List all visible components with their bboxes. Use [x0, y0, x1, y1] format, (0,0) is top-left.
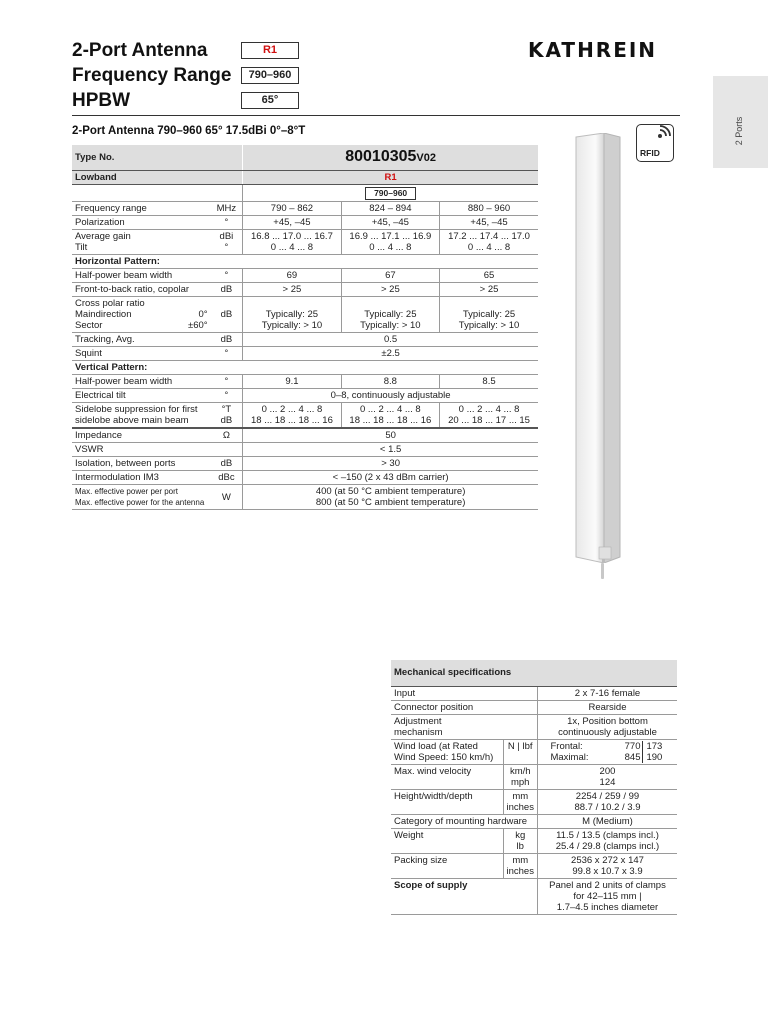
- row-unit: dB: [211, 333, 243, 347]
- type-number-main: 80010305: [345, 148, 417, 165]
- frequency-range-title: Frequency Range: [72, 65, 232, 86]
- cell: Typically: 25: [462, 309, 516, 320]
- row-label: Max. effective power per port: [75, 487, 179, 496]
- table-row: [391, 764, 677, 789]
- row-label: Sidelobe suppression for first: [75, 404, 198, 415]
- cell: 0 ... 2 ... 4 ... 8: [359, 404, 421, 415]
- cell: 17.2 ... 17.4 ... 17.0: [448, 231, 530, 242]
- table-row: [72, 485, 538, 510]
- row-label: 0°: [198, 309, 208, 320]
- section-heading: Vertical Pattern:: [72, 361, 538, 375]
- row-unit: inches: [506, 865, 534, 877]
- header-divider: [72, 115, 680, 116]
- row-unit: °: [211, 269, 243, 283]
- cell: 0 ... 4 ... 8: [467, 242, 511, 253]
- cell: Typically: 25: [364, 309, 417, 320]
- row-unit: mm: [512, 854, 529, 866]
- table-row: [72, 185, 538, 202]
- cell: 0 ... 2 ... 4 ... 8: [261, 404, 323, 415]
- antenna-cable: [601, 563, 604, 579]
- row-unit: dB: [211, 457, 243, 471]
- row-unit: °: [211, 375, 243, 389]
- wind-load-values: [541, 741, 674, 763]
- cell: Typically: > 10: [261, 320, 323, 331]
- table-row: [72, 403, 538, 429]
- table-row: [72, 145, 538, 171]
- cell: Typically: > 10: [360, 320, 421, 331]
- model-box: R1: [241, 42, 299, 59]
- cell: > 25: [243, 283, 341, 297]
- row-label: Frequency range: [72, 202, 211, 216]
- cell: 20 ... 18 ... 17 ... 15: [448, 415, 530, 426]
- row-label: Sector: [75, 320, 103, 331]
- table-row: [72, 255, 538, 269]
- lowband-value: R1: [243, 171, 538, 185]
- row-unit: kg: [515, 829, 526, 841]
- cell: 18 ... 18 ... 18 ... 16: [349, 415, 432, 426]
- side-tab[interactable]: [713, 76, 768, 168]
- cell: 880 – 960: [440, 202, 538, 216]
- table-row: [391, 853, 677, 878]
- product-title: 2-Port Antenna: [72, 40, 208, 61]
- table-row: [72, 216, 538, 230]
- table-row: [72, 389, 538, 403]
- row-unit: mph: [510, 776, 530, 788]
- cell: 67: [341, 269, 439, 283]
- cell: 190: [642, 752, 664, 763]
- table-row: [72, 375, 538, 389]
- cell: 173: [642, 741, 664, 752]
- row-label: ±60°: [188, 320, 208, 331]
- cell: Typically: 25: [265, 309, 319, 320]
- row-unit: dBi: [219, 231, 234, 242]
- row-label: Half-power beam width: [72, 269, 211, 283]
- row-unit: °: [211, 389, 243, 403]
- row-label: Scope of supply: [391, 878, 537, 914]
- row-label: Cross polar ratio: [75, 298, 145, 309]
- row-label: Input: [391, 686, 537, 700]
- row-label: Maindirection: [75, 309, 132, 320]
- row-unit: W: [211, 485, 243, 510]
- cell: ±2.5: [243, 347, 538, 361]
- table-row: [72, 347, 538, 361]
- cell: for 42–115 mm |: [573, 890, 642, 902]
- row-unit: [211, 443, 243, 457]
- electrical-spec-table: [72, 145, 538, 510]
- cell: +45, –45: [440, 216, 538, 230]
- cell: 0 ... 4 ... 8: [270, 242, 314, 253]
- section-heading: Horizontal Pattern:: [72, 255, 538, 269]
- row-label: Half-power beam width: [72, 375, 211, 389]
- table-row: [391, 700, 677, 714]
- cell: 65: [440, 269, 538, 283]
- table-row: [72, 269, 538, 283]
- row-label: Electrical tilt: [72, 389, 211, 403]
- cell: 8.5: [440, 375, 538, 389]
- cell: 124: [599, 776, 616, 788]
- row-label: Isolation, between ports: [72, 457, 211, 471]
- cell: 2536 x 272 x 147: [571, 854, 644, 866]
- table-row: [72, 428, 538, 443]
- cell: 25.4 / 29.8 (clamps incl.): [555, 840, 660, 852]
- row-label: Height/width/depth: [391, 789, 503, 814]
- hpbw-box: 65°: [241, 92, 299, 109]
- row-label: Tracking, Avg.: [72, 333, 211, 347]
- row-unit: km/h: [509, 765, 531, 777]
- rfid-label: RFID: [640, 148, 660, 158]
- cell: 69: [243, 269, 341, 283]
- table-row: [391, 814, 677, 828]
- row-label: Weight: [391, 828, 503, 853]
- table-row: [391, 789, 677, 814]
- row-unit: lb: [516, 840, 524, 852]
- cell: Frontal:: [550, 740, 583, 752]
- cell: 50: [243, 428, 538, 443]
- row-label: Polarization: [72, 216, 211, 230]
- table-row: [72, 361, 538, 375]
- row-label: Max. wind velocity: [391, 764, 503, 789]
- cell: 790 – 862: [243, 202, 341, 216]
- cell: 9.1: [243, 375, 341, 389]
- cell: 11.5 / 13.5 (clamps incl.): [556, 829, 659, 841]
- cell: < –150 (2 x 43 dBm carrier): [243, 471, 538, 485]
- mech-title: Mechanical specifications: [391, 660, 677, 686]
- cell: < 1.5: [243, 443, 538, 457]
- row-label: Average gain: [75, 231, 131, 242]
- cell: 0 ... 4 ... 8: [369, 242, 412, 253]
- row-label: Adjustment: [394, 715, 442, 727]
- row-unit: mm: [512, 790, 529, 802]
- row-unit: N | lbf: [503, 739, 537, 764]
- row-unit: inches: [506, 801, 534, 813]
- side-tab-label: 2 Ports: [734, 116, 744, 146]
- cell: > 30: [243, 457, 538, 471]
- row-unit: °: [211, 347, 243, 361]
- cell: 18 ... 18 ... 18 ... 16: [251, 415, 333, 426]
- table-row: [72, 471, 538, 485]
- table-row: [391, 739, 677, 764]
- mechanical-spec-table: [391, 660, 677, 915]
- cell: 200: [599, 765, 616, 777]
- cell: 88.7 / 10.2 / 3.9: [574, 801, 641, 813]
- kathrein-logo: KATHREIN: [528, 38, 658, 62]
- row-unit: dBc: [211, 471, 243, 485]
- row-label: Wind Speed: 150 km/h): [394, 751, 494, 763]
- cell: > 25: [341, 283, 439, 297]
- antenna-product-image: [574, 133, 622, 563]
- cell: 16.9 ... 17.1 ... 16.9: [349, 231, 432, 242]
- table-row: [72, 171, 538, 185]
- row-unit: dB: [211, 283, 243, 297]
- row-unit: MHz: [211, 202, 243, 216]
- cell: 99.8 x 10.7 x 3.9: [572, 865, 643, 877]
- cell: 824 – 894: [341, 202, 439, 216]
- table-row: [72, 230, 538, 255]
- cell: Rearside: [537, 700, 677, 714]
- row-label: Front-to-back ratio, copolar: [72, 283, 211, 297]
- cell: 1.7–4.5 inches diameter: [556, 901, 659, 913]
- row-unit: °: [224, 242, 229, 253]
- table-row: [391, 660, 677, 686]
- row-label: Wind load (at Rated: [394, 740, 478, 752]
- table-row: [72, 457, 538, 471]
- cell: Panel and 2 units of clamps: [549, 879, 666, 891]
- row-label: sidelobe above main beam: [75, 415, 189, 426]
- cell: 800 (at 50 °C ambient temperature): [315, 497, 466, 508]
- row-label: Intermodulation IM3: [72, 471, 211, 485]
- table-row: [72, 283, 538, 297]
- row-label: Connector position: [391, 700, 537, 714]
- cell: +45, –45: [243, 216, 341, 230]
- row-unit: °: [211, 216, 243, 230]
- cell: +45, –45: [341, 216, 439, 230]
- row-unit: Ω: [211, 428, 243, 443]
- cell: 0.5: [243, 333, 538, 347]
- row-label: Impedance: [72, 428, 211, 443]
- row-unit: dB: [211, 297, 243, 333]
- row-unit: dB: [220, 415, 233, 426]
- type-number: [243, 145, 538, 171]
- table-row: [72, 443, 538, 457]
- cell: 770: [624, 740, 641, 752]
- cell: 845: [624, 751, 641, 763]
- row-label: Packing size: [391, 853, 503, 878]
- subtitle: 2-Port Antenna 790–960 65° 17.5dBi 0°–8°T: [72, 125, 306, 137]
- cell: 8.8: [341, 375, 439, 389]
- cell: 1x, Position bottom: [567, 715, 648, 727]
- hpbw-title: HPBW: [72, 90, 131, 111]
- cell: M (Medium): [537, 814, 677, 828]
- row-label: VSWR: [72, 443, 211, 457]
- row-label: Tilt: [75, 242, 88, 253]
- cell: 16.8 ... 17.0 ... 16.7: [250, 231, 333, 242]
- cell: 2 x 7-16 female: [537, 686, 677, 700]
- type-number-suffix: V02: [416, 152, 436, 164]
- cell: 2254 / 259 / 99: [575, 790, 640, 802]
- type-label: Type No.: [72, 145, 243, 171]
- cell: continuously adjustable: [558, 726, 657, 738]
- frequency-range-box: 790–960: [241, 67, 299, 84]
- table-row: [391, 686, 677, 700]
- row-unit: °T: [221, 404, 232, 415]
- rfid-badge: [636, 124, 674, 162]
- row-label: Category of mounting hardware: [391, 814, 537, 828]
- table-row: [72, 202, 538, 216]
- row-label: mechanism: [394, 726, 443, 738]
- table-row: [391, 828, 677, 853]
- cell: 0 ... 2 ... 4 ... 8: [458, 404, 520, 415]
- table-row: [391, 878, 677, 914]
- cell: Typically: > 10: [458, 320, 520, 331]
- cell: > 25: [440, 283, 538, 297]
- table-row: [391, 714, 677, 739]
- table-row: [72, 333, 538, 347]
- row-label: Squint: [72, 347, 211, 361]
- row-label: Max. effective power for the antenna: [75, 498, 205, 507]
- cell: 400 (at 50 °C ambient temperature): [315, 486, 466, 497]
- cell: Maximal:: [550, 751, 589, 763]
- cell: 0–8, continuously adjustable: [243, 389, 538, 403]
- band-box: 790–960: [365, 187, 416, 200]
- table-row: [72, 297, 538, 333]
- lowband-label: Lowband: [72, 171, 243, 185]
